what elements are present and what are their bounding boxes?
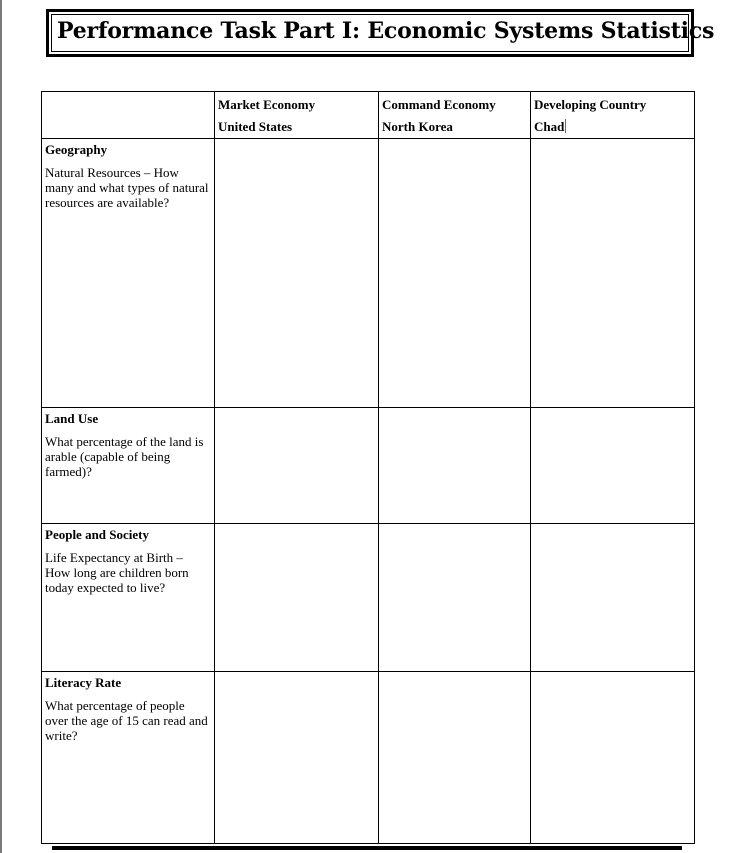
- column-country-with-cursor: [534, 116, 694, 138]
- column-header-command[interactable]: [379, 92, 531, 139]
- column-economy-type: Market Economy: [218, 97, 316, 112]
- page-bottom-rule: [52, 846, 682, 850]
- column-header-market[interactable]: [215, 92, 379, 139]
- column-header-developing[interactable]: [531, 92, 695, 139]
- title-box: [46, 9, 715, 57]
- row-description: Natural Resources – How many and what types of natural resources are available?: [45, 165, 209, 210]
- page-title: Performance Task Part I: Economic Systems Statistics: [57, 18, 715, 44]
- row-label-literacy-rate[interactable]: [42, 672, 215, 844]
- answer-cell-chad[interactable]: [531, 524, 695, 672]
- answer-cell-north-korea[interactable]: [379, 672, 531, 844]
- answer-cell-north-korea[interactable]: [379, 139, 531, 408]
- row-label-people-and-society[interactable]: [42, 524, 215, 672]
- row-description: What percentage of the land is arable (capable of being farmed)?: [45, 434, 204, 479]
- header-row: [42, 92, 695, 139]
- answer-cell-north-korea[interactable]: [379, 524, 531, 672]
- answer-cell-united-states[interactable]: [215, 524, 379, 672]
- column-economy-type: Developing Country: [534, 97, 647, 112]
- row-title: People and Society: [45, 527, 149, 542]
- table-row: [42, 672, 695, 844]
- answer-cell-chad[interactable]: [531, 672, 695, 844]
- table-row: [42, 524, 695, 672]
- answer-cell-united-states[interactable]: [215, 408, 379, 524]
- table-row: [42, 408, 695, 524]
- answer-cell-united-states[interactable]: [215, 139, 379, 408]
- column-economy-type: Command Economy: [382, 97, 496, 112]
- column-country: North Korea: [382, 119, 453, 134]
- corner-cell[interactable]: [42, 92, 215, 139]
- column-country: Chad: [534, 119, 565, 134]
- column-country: United States: [218, 119, 293, 134]
- answer-cell-north-korea[interactable]: [379, 408, 531, 524]
- statistics-table: [41, 91, 695, 844]
- row-description: What percentage of people over the age of 15 can read and write?: [45, 698, 208, 743]
- answer-cell-chad[interactable]: [531, 139, 695, 408]
- row-title: Land Use: [45, 411, 99, 426]
- table-row: [42, 139, 695, 408]
- answer-cell-united-states[interactable]: [215, 672, 379, 844]
- row-description: Life Expectancy at Birth – How long are children born today expected to live?: [45, 550, 189, 595]
- row-label-land-use[interactable]: [42, 408, 215, 524]
- row-title: Geography: [45, 142, 108, 157]
- answer-cell-chad[interactable]: [531, 408, 695, 524]
- row-title: Literacy Rate: [45, 675, 122, 690]
- page-edge: [0, 0, 2, 853]
- row-label-geography[interactable]: [42, 139, 215, 408]
- text-cursor: [565, 119, 566, 133]
